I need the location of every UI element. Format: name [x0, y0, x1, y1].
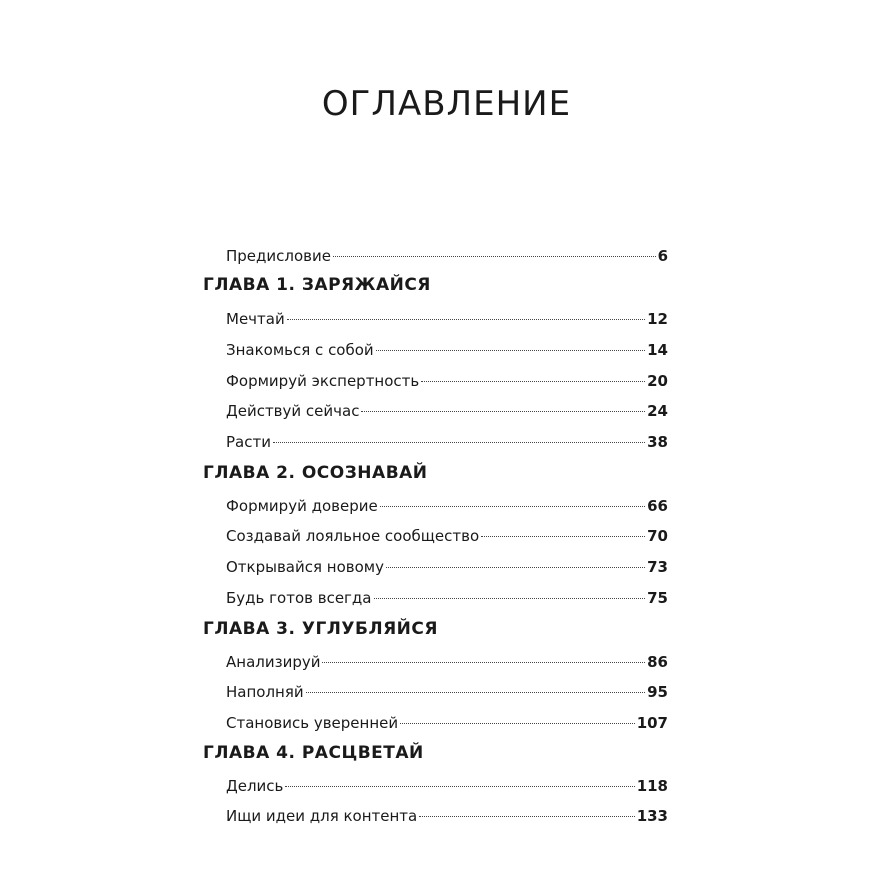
toc-entry [226, 650, 668, 674]
toc-chapter-heading: ГЛАВА 4. РАСЦВЕТАЙ [203, 743, 424, 763]
toc-entry [226, 430, 668, 454]
toc-page-number: 6 [657, 247, 668, 265]
toc-entry-label: Предисловие [226, 247, 331, 265]
toc-chapter-heading: ГЛАВА 1. ЗАРЯЖАЙСЯ [203, 275, 431, 295]
toc-leader-dots [333, 255, 656, 257]
toc-page-number: 38 [647, 433, 668, 451]
toc-leader-dots [361, 410, 645, 412]
toc-entry-label: Формируй экспертность [226, 372, 420, 390]
toc-entry-label: Делись [226, 777, 284, 795]
toc-chapter-heading: ГЛАВА 2. ОСОЗНАВАЙ [203, 463, 428, 483]
toc-entry-label: Открывайся новому [226, 558, 384, 576]
toc-page-number: 70 [647, 527, 668, 545]
toc-page-number: 12 [647, 310, 668, 328]
toc-page-number: 20 [647, 372, 668, 390]
toc-page-number: 86 [647, 653, 668, 671]
toc-entry-label: Знакомься с собой [226, 341, 374, 359]
toc-entry-label: Действуй сейчас [226, 402, 360, 420]
toc-leader-dots [273, 441, 645, 443]
toc-page-number: 75 [647, 589, 668, 607]
toc-entry-label: Анализируй [226, 653, 321, 671]
toc-leader-dots [376, 349, 645, 351]
toc-entry [226, 494, 668, 518]
toc-entry [226, 307, 668, 331]
toc-page-number: 73 [647, 558, 668, 576]
toc-page-number: 107 [636, 714, 668, 732]
toc-leader-dots [287, 318, 645, 320]
toc-page-number: 14 [647, 341, 668, 359]
toc-page-number: 66 [647, 497, 668, 515]
toc-leader-dots [374, 597, 646, 599]
toc-entry-label: Становись уверенней [226, 714, 399, 732]
toc-leader-dots [306, 691, 646, 693]
toc-leader-dots [386, 566, 645, 568]
toc-entry [226, 244, 668, 268]
toc-page-number: 95 [647, 683, 668, 701]
toc-entry-label: Мечтай [226, 310, 285, 328]
toc-page-number: 118 [636, 777, 668, 795]
toc-entry-label: Формируй доверие [226, 497, 378, 515]
toc-entry [226, 399, 668, 423]
toc-entry [226, 711, 668, 735]
toc-entry [226, 524, 668, 548]
toc-page-number: 133 [636, 807, 668, 825]
toc-entry-label: Наполняй [226, 683, 304, 701]
toc-leader-dots [421, 380, 645, 382]
toc-leader-dots [400, 722, 635, 724]
toc-entry [226, 774, 668, 798]
page-title: ОГЛАВЛЕНИЕ [321, 84, 572, 124]
toc-entry [226, 586, 668, 610]
toc-entry-label: Ищи идеи для контента [226, 807, 418, 825]
toc-entry [226, 338, 668, 362]
toc-entry-label: Создавай лояльное сообщество [226, 527, 480, 545]
toc-page-number: 24 [647, 402, 668, 420]
toc-leader-dots [380, 505, 645, 507]
toc-leader-dots [481, 535, 645, 537]
toc-entry-label: Расти [226, 433, 271, 451]
toc-entry [226, 680, 668, 704]
toc-leader-dots [419, 815, 634, 817]
toc-chapter-heading: ГЛАВА 3. УГЛУБЛЯЙСЯ [203, 619, 438, 639]
toc-entry [226, 369, 668, 393]
toc-entry [226, 804, 668, 828]
toc-leader-dots [322, 661, 645, 663]
toc-entry-label: Будь готов всегда [226, 589, 372, 607]
toc-entry [226, 555, 668, 579]
toc-leader-dots [285, 785, 634, 787]
